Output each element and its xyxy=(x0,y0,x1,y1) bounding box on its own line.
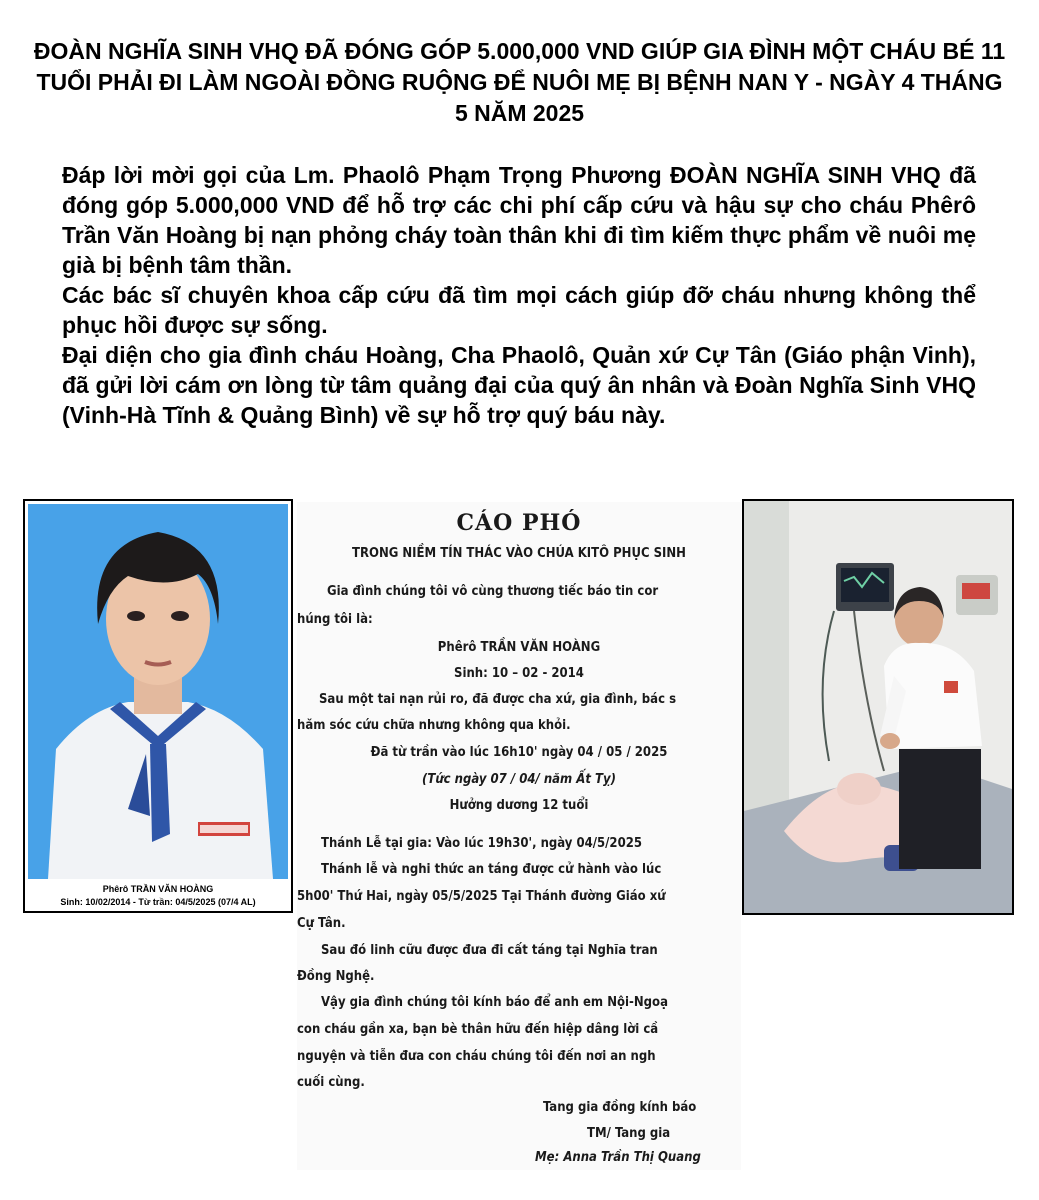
obituary-subtitle: TRONG NIỀM TÍN THÁC VÀO CHÚA KITÔ PHỤC SINH xyxy=(352,546,686,561)
obituary-line: nguyện và tiễn đưa con cháu chúng tôi đến nơi an ngh xyxy=(297,1049,656,1064)
obituary-lunar-date: (Tức ngày 07 / 04/ năm Ất Tỵ) xyxy=(422,772,616,787)
obituary-line: Vậy gia đình chúng tôi kính báo để anh em Nội-Ngoạ xyxy=(321,995,668,1010)
obituary-line: con cháu gần xa, bạn bè thân hữu đến hiệp dâng lời cầ xyxy=(297,1022,659,1037)
obituary-line: húng tôi là: xyxy=(297,612,373,627)
obituary-line: Đồng Nghệ. xyxy=(297,969,375,984)
obituary-death: Đã từ trần vào lúc 16h10' ngày 04 / 05 / 2025 xyxy=(370,745,668,760)
obituary-birth: Sinh: 10 – 02 - 2014 xyxy=(454,666,584,681)
obituary-line: cuối cùng. xyxy=(297,1075,365,1090)
portrait-caption xyxy=(25,883,291,909)
paragraph-thanks: Đại diện cho gia đình cháu Hoàng, Cha Phaolô, Quản xứ Cự Tân (Giáo phận Vinh), đã gửi lời cám ơn lòng từ tâm quảng đại của quý ân nhân và Đoàn Nghĩa Sinh VHQ (Vinh-Hà Tĩnh & Quảng Bình) về sự hỗ trợ quý báu này. xyxy=(62,342,976,428)
paragraph-donation: Đáp lời mời gọi của Lm. Phaolô Phạm Trọng Phương ĐOÀN NGHĨA SINH VHQ đã đóng góp 5.000,000 VND để hỗ trợ các chi phí cấp cứu và hậu sự cho cháu Phêrô Trần Văn Hoàng bị nạn phỏng cháy toàn thân khi đi tìm kiếm thực phẩm về nuôi mẹ già bị bệnh tâm thần. xyxy=(62,162,976,278)
obituary-title: CÁO PHÓ xyxy=(456,510,582,536)
obituary-line: Cự Tân. xyxy=(297,916,346,931)
article-title: ĐOÀN NGHĨA SINH VHQ ĐÃ ĐÓNG GÓP 5.000,000 VND GIÚP GIA ĐÌNH MỘT CHÁU BÉ 11 TUỔI PHẢI ĐI LÀM NGOÀI ĐỒNG RUỘNG ĐỂ NUÔI MẸ BỊ BỆNH NAN Y - NGÀY 4 THÁNG 5 NĂM 2025 xyxy=(33,38,1006,126)
obituary-notice xyxy=(297,502,741,1170)
obituary-line: Sau một tai nạn rủi ro, đã được cha xứ, gia đình, bác s xyxy=(319,692,677,707)
obituary-age: Hưởng dương 12 tuổi xyxy=(449,798,589,813)
obituary-mass: Thánh Lễ tại gia: Vào lúc 19h30', ngày 04/5/2025 xyxy=(321,836,642,851)
obituary-line: hăm sóc cứu chữa nhưng không qua khỏi. xyxy=(297,718,571,733)
hospital-photo xyxy=(742,499,1014,915)
portrait-name: Phêrô TRẦN VĂN HOÀNG xyxy=(102,884,214,894)
portrait-dates: Sinh: 10/02/2014 - Từ trần: 04/5/2025 (07/4 AL) xyxy=(60,897,256,907)
obituary-signature-line: Tang gia đồng kính báo xyxy=(543,1100,697,1115)
obituary-line: Thánh lễ và nghi thức an táng được cử hành vào lúc xyxy=(321,862,662,877)
obituary-line: Sau đó linh cữu được đưa đi cất táng tại Nghĩa tran xyxy=(321,943,658,958)
portrait-photo-frame xyxy=(23,499,293,913)
obituary-line: Gia đình chúng tôi vô cùng thương tiếc báo tin cor xyxy=(327,584,659,599)
paragraph-doctors: Các bác sĩ chuyên khoa cấp cứu đã tìm mọi cách giúp đỡ cháu nhưng không thể phục hồi được sự sống. xyxy=(62,282,976,338)
obituary-signature-line: Mẹ: Anna Trần Thị Quang xyxy=(535,1150,701,1165)
obituary-line: 5h00' Thứ Hai, ngày 05/5/2025 Tại Thánh đường Giáo xứ xyxy=(297,889,666,904)
obituary-signature-line: TM/ Tang gia xyxy=(587,1126,671,1141)
article-body xyxy=(62,160,976,430)
boy-portrait-image xyxy=(28,504,288,879)
obituary-name: Phêrô TRẦN VĂN HOÀNG xyxy=(437,640,601,655)
